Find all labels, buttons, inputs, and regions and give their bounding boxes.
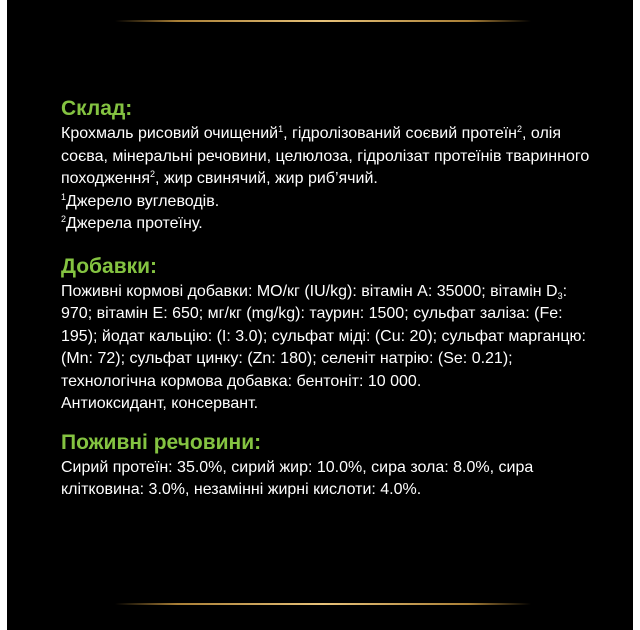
additives-text: Поживні кормові добавки: МО/кг (IU/kg): вітамін А: 35000; вітамін $D_3$: 970; вітамін Е: 650; мг/кг (mg/kg): таурин: 1500; сульфат заліза: (Fe: 195); йодат кальцію: (I: 3.0); сульфат міді: (Cu: 20); сульфат марганцю: (Mn: 72); сульфат цинку: (Zn: 180); селеніт натрію: (Se: 0.21); технологічна кормова добавка: бентоніт: 10 000. xyxy=(61,282,586,390)
composition-heading: Склад: xyxy=(61,97,133,120)
nutrients-section xyxy=(61,429,601,502)
nutrients-heading: Поживні речовини: xyxy=(61,430,262,454)
label-content xyxy=(61,95,601,502)
vitamin-d-subscript: 3 xyxy=(557,290,563,301)
additives-heading: Добавки: xyxy=(61,254,158,278)
nutrients-text: Сирий протеїн: 35.0%, сирий жир: 10.0%, сира зола: 8.0%, сира клітковина: 3.0%, незамінні жирні кислоти: 4.0%. xyxy=(61,458,534,498)
footnote-ref-1: 1 xyxy=(278,124,284,134)
footnote-ref-2b: 2 xyxy=(150,169,156,179)
section-gap xyxy=(61,416,601,429)
composition-section xyxy=(61,95,601,236)
antioxidant-text: Антиоксидант, консервант. xyxy=(61,395,259,412)
footnote-ref-2: 2 xyxy=(517,124,523,134)
label-panel xyxy=(7,0,633,630)
composition-text: Крохмаль рисовий очищений$^1$, гідролізований соєвий протеїн$^2$, олія соєва, мінеральні речовини, целюлоза, гідролізат протеїнів тваринного походження$^2$, жир свинячий, жир риб’ячий. xyxy=(61,124,590,187)
footnote-1: $^1$Джерело вуглеводів. xyxy=(61,191,220,210)
section-gap xyxy=(61,236,601,253)
footnote-mark-1: 1 xyxy=(61,191,67,202)
additives-section xyxy=(61,253,601,416)
bottom-gold-divider xyxy=(115,603,531,605)
top-gold-divider xyxy=(115,20,531,22)
footnote-2: $^2$Джерела протеїну. xyxy=(61,214,203,232)
footnote-mark-2: 2 xyxy=(61,214,67,224)
